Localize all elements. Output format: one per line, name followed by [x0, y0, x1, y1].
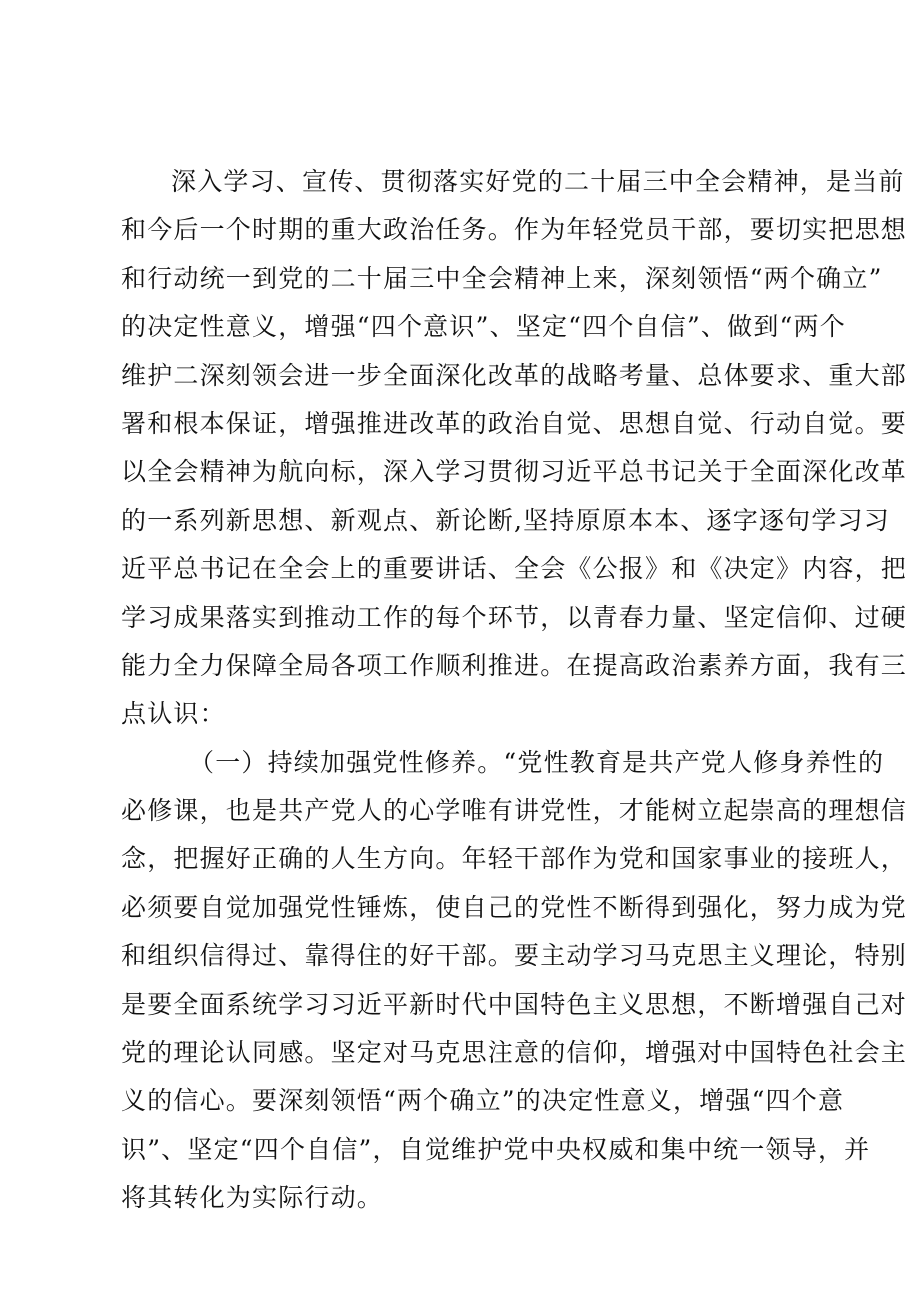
text-line: 学习成果落实到推动工作的每个环节，以青春力量、坚定信仰、过硬	[121, 602, 908, 632]
text-line: 的决定性意义，增强“四个意识”、坚定“四个自信”、做到“两个	[121, 312, 846, 342]
paragraph-point-1	[121, 739, 908, 1223]
text-line: 点认识：	[121, 699, 226, 729]
text-line: 必须要自觉加强党性锤炼，使自己的党性不断得到强化，努力成为党	[121, 892, 908, 922]
paragraph-intro	[121, 158, 908, 739]
text-line: 能力全力保障全局各项工作顺利推进。在提高政治素养方面，我有三	[121, 650, 908, 680]
text-line: 和组织信得过、靠得住的好干部。要主动学习马克思主义理论，特别	[121, 941, 908, 971]
text-line: 近平总书记在全会上的重要讲话、全会《公报》和《决定》内容，把	[121, 554, 908, 584]
text-line: 义的信心。要深刻领悟“两个确立”的决定性意义，增强“四个意	[121, 1086, 845, 1116]
text-line: 念，把握好正确的人生方向。年轻干部作为党和国家事业的接班人，	[121, 844, 908, 874]
text-line: 维护二深刻领会进一步全面深化改革的战略考量、总体要求、重大部	[121, 360, 908, 390]
text-line: 和今后一个时期的重大政治任务。作为年轻党员干部，要切实把思想	[121, 215, 908, 245]
text-line: 将其转化为实际行动。	[121, 1183, 384, 1213]
text-line: 党的理论认同感。坚定对马克思注意的信仰，增强对中国特色社会主	[121, 1038, 908, 1068]
text-line: 的一系列新思想、新观点、新论断,坚持原原本本、逐字逐句学习习	[121, 505, 890, 535]
text-line: 和行动统一到党的二十届三中全会精神上来，深刻领悟“两个确立”	[121, 263, 883, 293]
text-line: 署和根本保证，增强推进改革的政治自觉、思想自觉、行动自觉。要	[121, 408, 908, 438]
text-line: 以全会精神为航向标，深入学习贯彻习近平总书记关于全面深化改革	[121, 457, 908, 487]
text-line: （一）持续加强党性修养。“党性教育是共产党人修身养性的	[189, 747, 885, 777]
text-line: 识”、坚定“四个自信”，自觉维护党中央权威和集中统一领导，并	[121, 1134, 871, 1164]
text-line: 深入学习、宣传、贯彻落实好党的二十届三中全会精神，是当前	[171, 167, 905, 196]
text-line: 必修课，也是共产党人的心学唯有讲党性，才能树立起崇高的理想信	[121, 796, 908, 826]
document-body	[121, 158, 908, 1223]
text-line: 是要全面系统学习习近平新时代中国特色主义思想，不断增强自己对	[121, 989, 908, 1019]
